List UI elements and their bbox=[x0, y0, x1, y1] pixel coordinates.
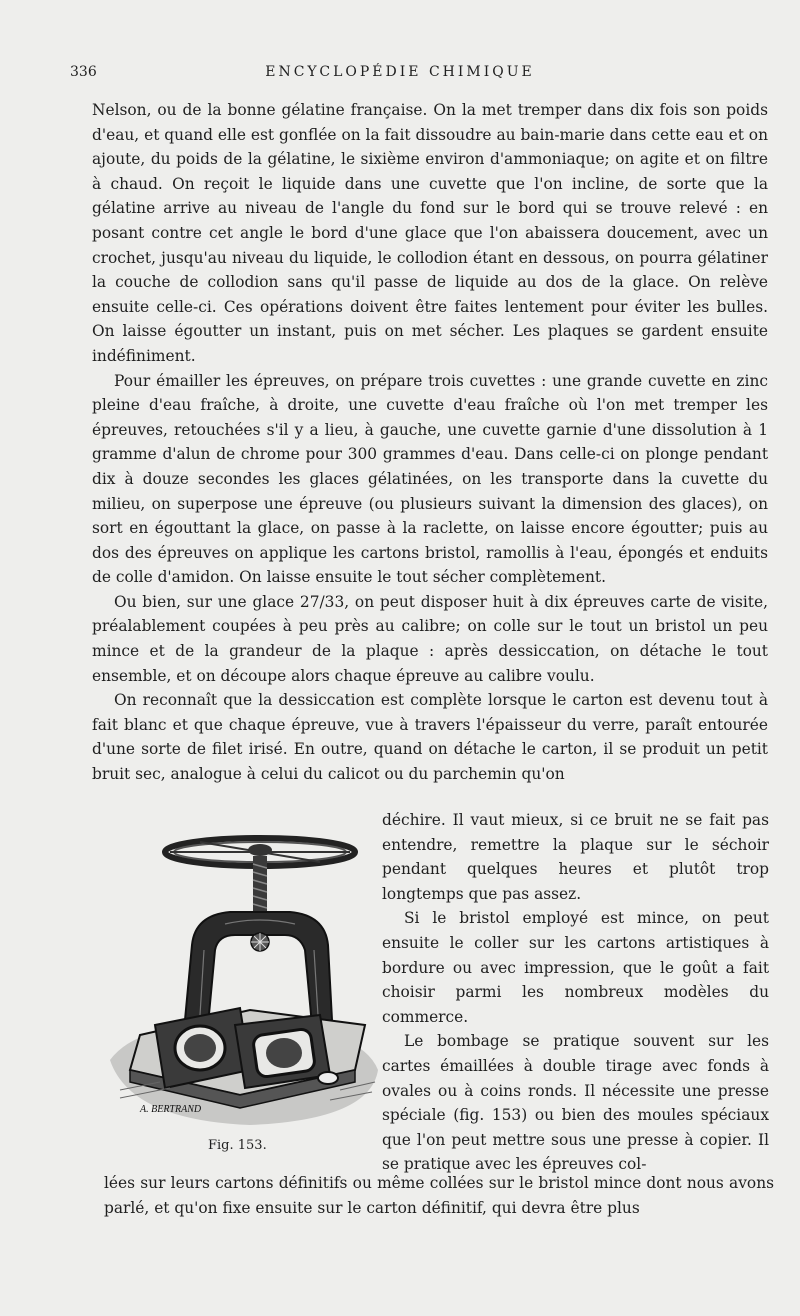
paragraph-drying: On reconnaît que la dessiccation est complète lorsque le carton est devenu tout à fait blanc et que chaque épreuve, vue à travers l'épaisseur du verre, paraît entourée d'une sorte de filet irisé. En outre, quand on détache le carton, il se produit un petit bruit sec, analogue à celui du calicot ou du parchemin qu'on bbox=[92, 691, 768, 784]
paragraph-gelatin: Nelson, ou de la bonne gélatine française. On la met tremper dans dix fois son poids d'eau, et quand elle est gonflée on la fait dissoudre au bain-marie dans cette eau et on ajoute, du poids de la gélatine, le sixième environ d'ammoniaque; on agite et on filtre à chaud. On reçoit le liquide dans une cuvette que l'on incline, de sorte que la gélatine arrive au niveau de l'angle du fond sur le bord qui se trouve relevé : en posant contre cet angle le bord d'une glace que l'on abaissera doucement, avec un crochet, jusqu'au niveau du liquide, le collodion étant en dessous, on pourra gélatiner la couche de collodion sans qu'il passe de liquide au dos de la glace. On relève ensuite celle-ci. Ces opérations doivent être faites lentement pour éviter les bulles. On laisse égoutter un instant, puis on met sécher. Les plaques se gardent ensuite indéfiniment. bbox=[92, 101, 768, 365]
figure-153 bbox=[100, 820, 390, 1165]
page-number: 336 bbox=[70, 64, 97, 80]
paragraph-embossing-end: lées sur leurs cartons définitifs ou même collées sur le bristol mince dont nous avons parlé, et qu'on fixe ensuite sur le carton définitif, qui devra être plus bbox=[104, 1174, 774, 1217]
paragraph-alternative: Ou bien, sur une glace 27/33, on peut disposer huit à dix épreuves carte de visite, préalablement coupées à peu près au calibre; on colle sur le tout un bristol un peu mince et de la grandeur de la plaque : après dessiccation, on détache le tout ensemble, et on découpe alors chaque épreuve au calibre voulu. bbox=[92, 592, 768, 685]
running-title: ENCYCLOPÉDIE CHIMIQUE bbox=[265, 64, 535, 80]
main-text-column bbox=[92, 98, 768, 787]
press-illustration bbox=[100, 820, 390, 1130]
paragraph-enamel: Pour émailler les épreuves, on prépare trois cuvettes : une grande cuvette en zinc pleine d'eau fraîche, à droite, une cuvette d'eau fraîche où l'on met tremper les épreuves, retouchées s'il y a lieu, à gauche, une cuvette garnie d'une dissolution à 1 gramme d'alun de chrome pour 300 grammes d'eau. Dans celle-ci on plonge pendant dix à douze secondes les glaces gélatinées, on les transporte dans la cuvette du milieu, on superpose une épreuve (ou plusieurs suivant la dimension des glaces), on sort en égouttant la glace, on passe à la raclette, on laisse encore égoutter; puis au dos des épreuves on applique les cartons bristol, ramollis à l'eau, épongés et enduits de colle d'amidon. On laisse ensuite le tout sécher complètement. bbox=[92, 371, 768, 587]
side-text-column bbox=[382, 808, 769, 1177]
paragraph-embossing: Le bombage se pratique souvent sur les cartes émaillées à double tirage avec fonds à ovales ou à coins ronds. Il nécessite une presse spéciale (fig. 153) ou bien des moules spéciaux que l'on peut mettre sous une presse à copier. Il se pratique avec les épreuves col- bbox=[382, 1032, 769, 1174]
paragraph-drying-continued: déchire. Il vaut mieux, si ce bruit ne se fait pas entendre, remettre la plaque sur le séchoir pendant quelques heures et plutôt trop longtemps que pas assez. bbox=[382, 811, 769, 903]
engraver-signature: A. BERTRAND bbox=[140, 1104, 202, 1115]
running-head bbox=[70, 64, 730, 88]
paragraph-mounting: Si le bristol employé est mince, on peut ensuite le coller sur les cartons artistiques à bordure ou avec impression, que le goût a fait choisir parmi les nombreux modèles du commerce. bbox=[382, 909, 769, 1026]
figure-caption: Fig. 153. bbox=[208, 1138, 267, 1153]
